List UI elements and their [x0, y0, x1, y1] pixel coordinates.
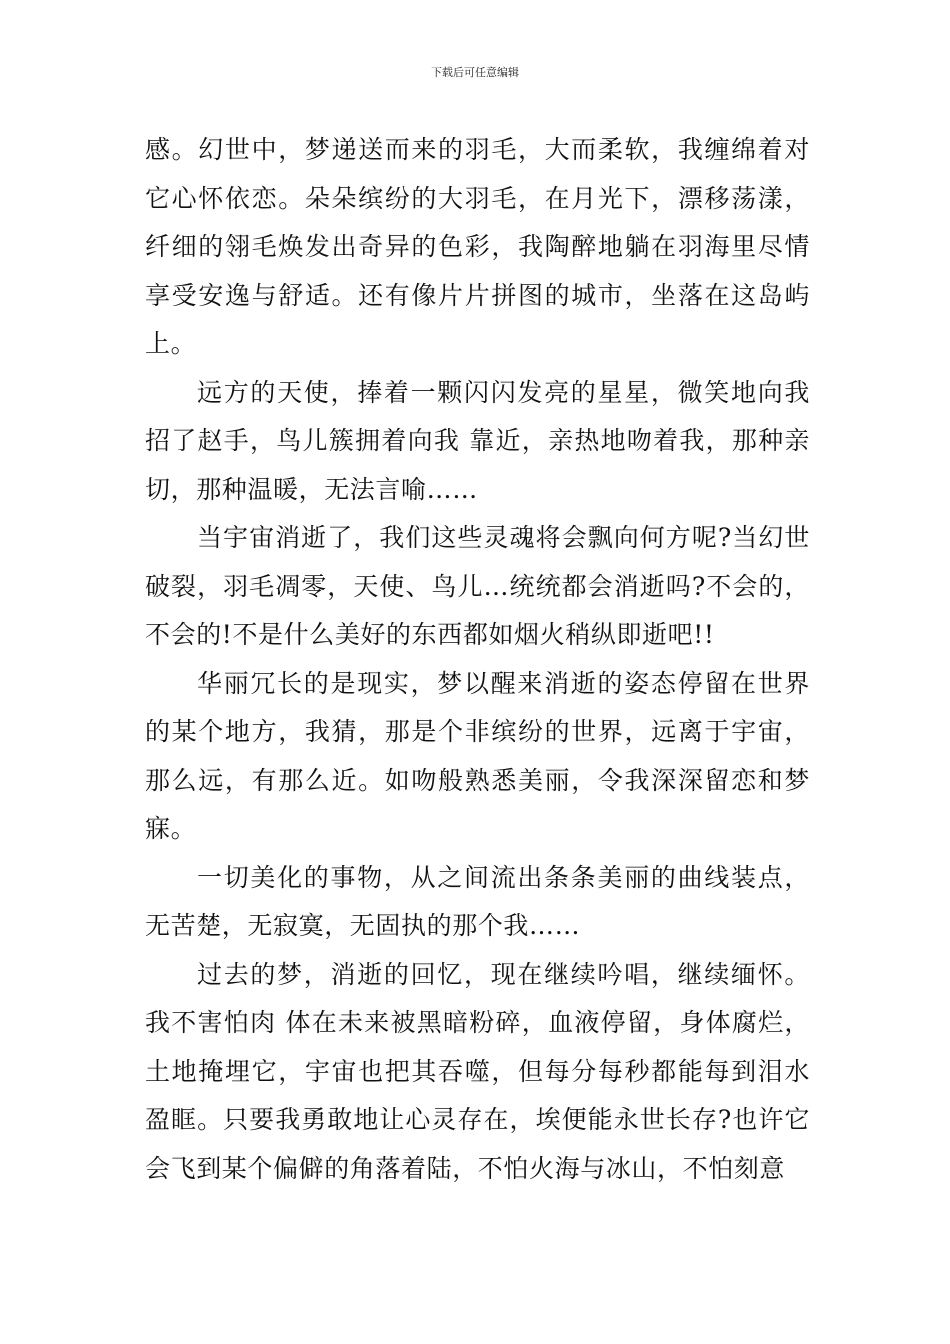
paragraph-angel: 远方的天使，捧着一颗闪闪发亮的星星，微笑地向我招了赵手，鸟儿簇拥着向我 靠近，亲热地吻着我，那种亲切，那种温暖，无法言喻……: [145, 377, 810, 504]
paragraph-continuation: 感。幻世中，梦递送而来的羽毛，大而柔软，我缠绵着对它心怀依恋。朵朵缤纷的大羽毛，在月光下，漂移荡漾，纤细的翎毛焕发出奇异的色彩，我陶醉地躺在羽海里尽情享受安逸与舒适。还有像片片拼图的城市，坐落在这岛屿上。: [145, 135, 810, 358]
paragraph-beautify: 一切美化的事物，从之间流出条条美丽的曲线装点，无苦楚，无寂寞，无固执的那个我……: [145, 862, 810, 940]
document-body: [145, 126, 810, 1193]
paragraph-reality: 华丽冗长的是现实，梦以醒来消逝的姿态停留在世界的某个地方，我猜，那是个非缤纷的世界，远离于宇宙，那么远，有那么近。如吻般熟悉美丽，令我深深留恋和梦寐。: [145, 668, 810, 843]
page-header-note: 下载后可任意编辑: [431, 66, 519, 79]
paragraph-past-dream: 过去的梦，消逝的回忆，现在继续吟唱，继续缅怀。我不害怕肉 体在未来被黑暗粉碎，血液停留，身体腐烂，土地掩埋它，宇宙也把其吞噬，但每分每秒都能每到泪水盈眶。只要我勇敢地让心灵存在，埃便能永世长存?也许它会飞到某个偏僻的角落着陆，不怕火海与冰山，不怕刻意: [145, 959, 810, 1183]
paragraph-universe: 当宇宙消逝了，我们这些灵魂将会飘向何方呢?当幻世破裂，羽毛凋零，天使、鸟儿…统统都会消逝吗?不会的，不会的!不是什么美好的东西都如烟火稍纵即逝吧!!: [145, 523, 810, 649]
